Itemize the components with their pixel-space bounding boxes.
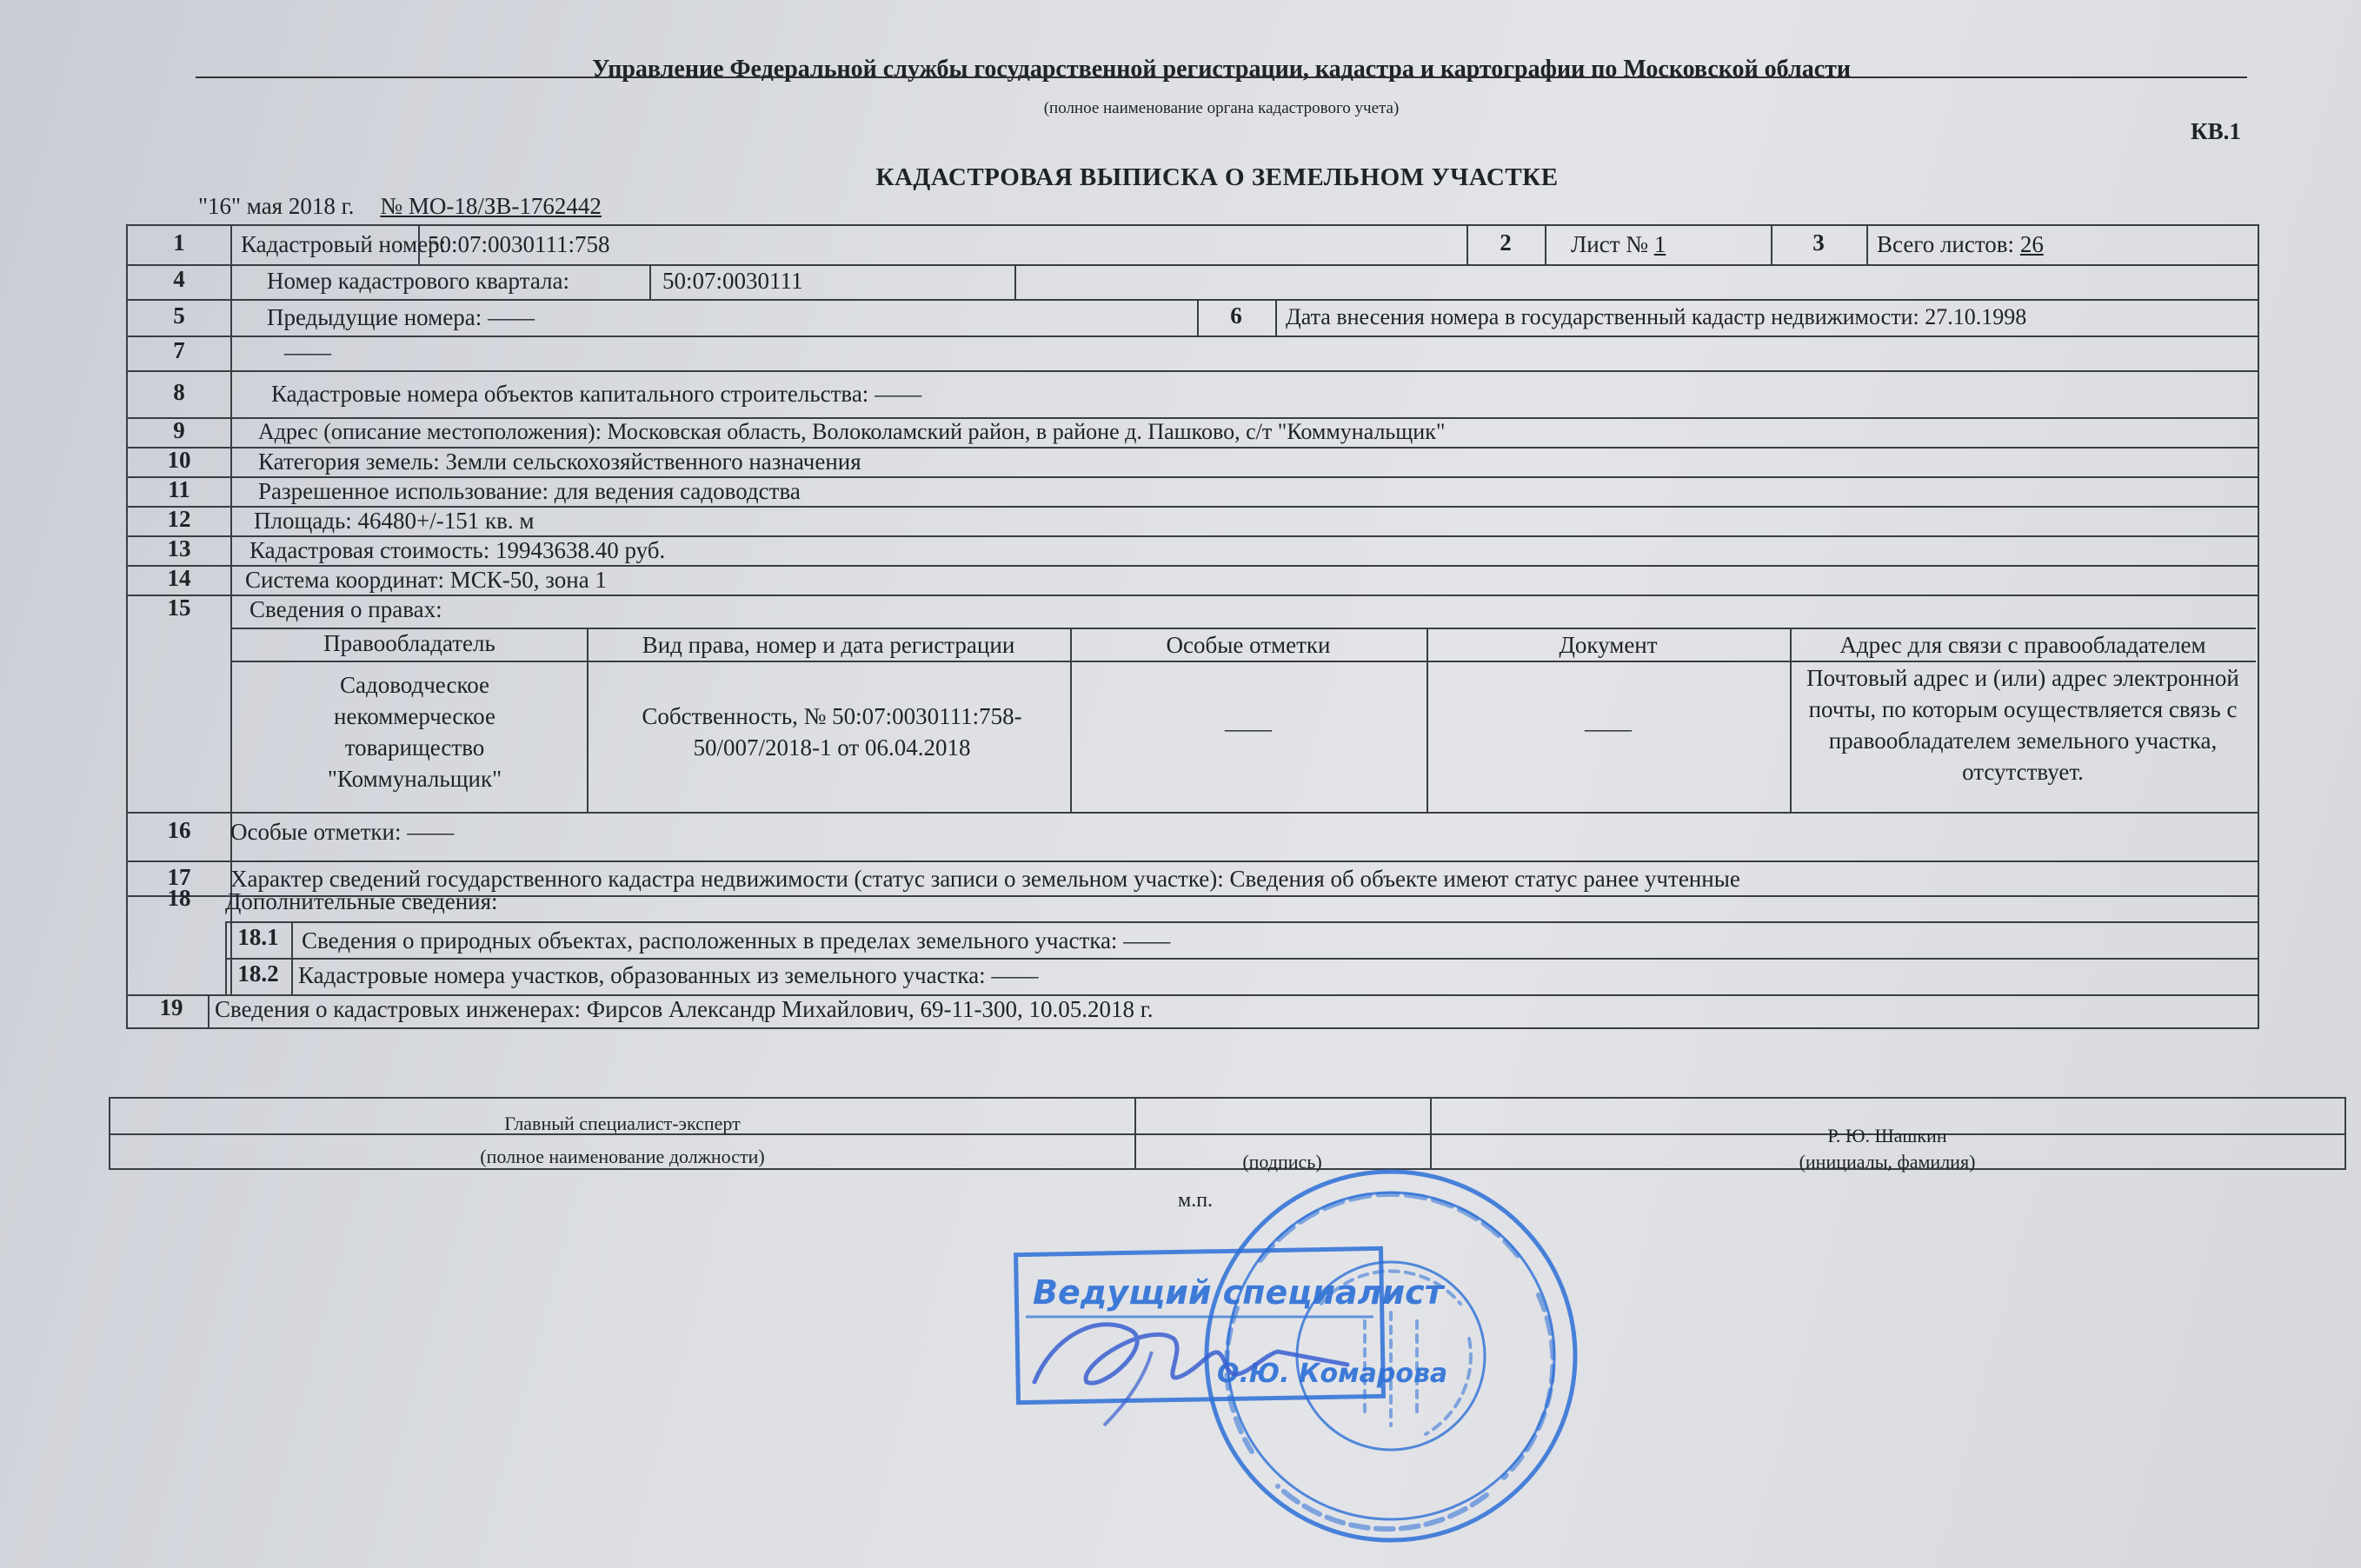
seal-place-label: м.п. — [1178, 1189, 1214, 1212]
rights-header-holder: Правообладатель — [323, 630, 495, 656]
specialist-stamp-title: Ведущий специалист — [1033, 1273, 1444, 1312]
derived-plots — [298, 960, 1038, 990]
row-5-number: 5 — [173, 302, 185, 329]
row-19-number: 19 — [159, 994, 183, 1020]
row-13-number: 13 — [167, 535, 191, 561]
capital-objects-label: Кадастровые номера объектов капитального строительства: — [271, 381, 869, 407]
rights-address: Почтовый адрес и (или) адрес электронной почты, по которым осуществляется связь с правообладателем земельного участка, отсутствует. — [1806, 665, 2239, 785]
rights-document: —— — [1585, 715, 1632, 741]
special-marks-label: Особые отметки: — [230, 819, 402, 845]
natural-objects-value: —— — [1123, 927, 1171, 953]
row-3-number: 3 — [1812, 229, 1825, 256]
special-marks — [230, 817, 454, 847]
issue-date: "16" мая 2018 г. — [198, 193, 355, 219]
previous-numbers-label: Предыдущие номера: — [267, 304, 482, 330]
specialist-stamp-name: О.Ю. Комарова — [1217, 1359, 1448, 1389]
quarter-value: 50:07:0030111 — [662, 268, 803, 294]
sheet-number-value: 1 — [1653, 231, 1666, 257]
row-10-number: 10 — [167, 447, 191, 473]
issue-date-line — [198, 193, 602, 220]
sheet-number-label: Лист № — [1571, 231, 1649, 257]
previous-numbers-value: —— — [487, 304, 535, 330]
rights-header-address: Адрес для связи с правообладателем — [1839, 632, 2206, 658]
address: Адрес (описание местоположения): Московская область, Волоколамский район, в районе д. Пашково, с/т "Коммунальщик" — [258, 419, 1446, 444]
rights-header-document: Документ — [1559, 632, 1658, 658]
row-2-number: 2 — [1500, 229, 1512, 256]
rights-header-type: Вид права, номер и дата регистрации — [642, 632, 1015, 658]
record-status: Характер сведений государственного кадастра недвижимости (статус записи о земельном участке): Сведения об объекте имеют статус ранее учтенные — [230, 866, 1740, 892]
total-sheets-label: Всего листов: — [1877, 231, 2015, 257]
row-1-number: 1 — [173, 229, 185, 256]
natural-objects — [302, 926, 1170, 955]
coordinate-system: Система координат: МСК-50, зона 1 — [245, 567, 607, 593]
derived-plots-value: —— — [991, 962, 1039, 988]
header-rule — [196, 76, 2247, 78]
organization-name: Управление Федеральной службы государственной регистрации, кадастра и картографии по Московской области — [591, 56, 1852, 83]
sheet-number — [1571, 229, 1666, 259]
permitted-use: Разрешенное использование: для ведения садоводства — [258, 478, 801, 504]
row-18-2-number: 18.2 — [237, 960, 279, 987]
cadastral-number-label: Кадастровый номер: — [241, 231, 447, 257]
official-stamps — [1000, 1165, 1626, 1565]
special-marks-value: —— — [407, 819, 455, 845]
row-11-number: 11 — [168, 476, 190, 502]
document-title: КАДАСТРОВАЯ ВЫПИСКА О ЗЕМЕЛЬНОМ УЧАСТКЕ — [875, 163, 1559, 191]
area: Площадь: 46480+/-151 кв. м — [254, 508, 535, 534]
organization-caption: (полное наименование органа кадастрового учета) — [1043, 99, 1400, 117]
rights-header-notes: Особые отметки — [1166, 632, 1331, 658]
total-sheets-value: 26 — [2019, 231, 2044, 257]
capital-objects — [271, 379, 921, 409]
registration-date: Дата внесения номера в государственный кадастр недвижимости: 27.10.1998 — [1286, 304, 2027, 329]
rights-table — [230, 628, 2256, 814]
row-7-value: —— — [284, 339, 331, 365]
row-14-number: 14 — [167, 565, 191, 591]
row-17-number: 17 — [167, 864, 191, 890]
rights-label: Сведения о правах: — [249, 596, 442, 622]
rights-notes: —— — [1225, 715, 1272, 741]
row-9-number: 9 — [173, 417, 185, 443]
specialist-stamp — [1016, 1248, 1448, 1402]
previous-numbers — [267, 302, 535, 332]
signature-table — [109, 1097, 2346, 1173]
row-18-number: 18 — [167, 885, 191, 911]
row-8-number: 8 — [173, 379, 185, 405]
rights-holder: Садоводческое некоммерческое товарищество "Коммунальщик" — [327, 672, 502, 792]
capital-objects-value: —— — [875, 381, 922, 407]
round-seal — [1207, 1172, 1575, 1540]
main-table — [126, 224, 2259, 1029]
quarter-label: Номер кадастрового квартала: — [267, 268, 569, 294]
signer-name-caption: (инициалы, фамилия) — [1799, 1151, 1976, 1173]
row-6-number: 6 — [1230, 302, 1242, 329]
signer-name: Р. Ю. Шашкин — [1827, 1125, 1947, 1146]
signer-position: Главный специалист-эксперт — [504, 1113, 741, 1134]
land-category: Категория земель: Земли сельскохозяйственного назначения — [258, 448, 861, 475]
signer-position-caption: (полное наименование должности) — [480, 1146, 765, 1167]
form-code: КВ.1 — [2191, 118, 2241, 144]
document-number: № МО-18/ЗВ-1762442 — [380, 193, 602, 219]
derived-plots-label: Кадастровые номера участков, образованных из земельного участка: — [298, 962, 986, 988]
total-sheets — [1877, 229, 2044, 259]
row-16-number: 16 — [167, 817, 191, 843]
row-4-number: 4 — [173, 266, 185, 292]
row-12-number: 12 — [167, 506, 191, 532]
natural-objects-label: Сведения о природных объектах, расположенных в пределах земельного участка: — [302, 927, 1118, 953]
cadastral-engineers: Сведения о кадастровых инженерах: Фирсов Александр Михайлович, 69-11-300, 10.05.2018 г. — [215, 996, 1154, 1022]
cadastral-number-value: 50:07:0030111:758 — [428, 231, 610, 257]
signature-caption: (подпись) — [1242, 1151, 1322, 1173]
rights-type: Собственность, № 50:07:0030111:758-50/007/2018-1 от 06.04.2018 — [642, 703, 1022, 761]
cadastral-value: Кадастровая стоимость: 19943638.40 руб. — [249, 537, 666, 563]
row-7-number: 7 — [173, 337, 185, 363]
row-15-number: 15 — [167, 595, 191, 621]
additional-info: Дополнительные сведения: — [225, 888, 498, 914]
row-18-1-number: 18.1 — [237, 924, 279, 950]
